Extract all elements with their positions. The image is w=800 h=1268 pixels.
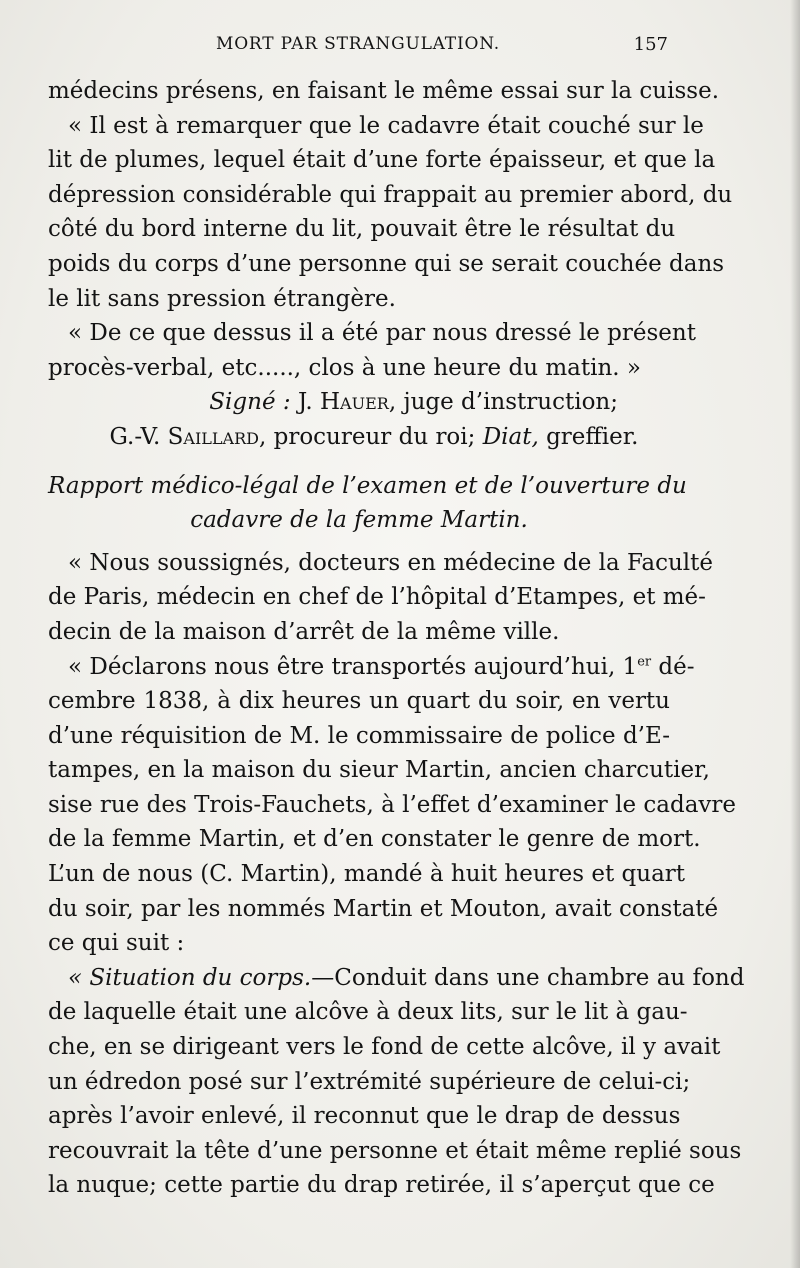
text-line: cembre 1838, à dix heures un quart du soir, en vertu bbox=[48, 688, 670, 715]
signature-name-hauer: Hauer bbox=[320, 389, 389, 416]
signature-role-1: , juge d’instruction; bbox=[388, 389, 618, 416]
text-line: « Il est à remarquer que le cadavre était couché sur le bbox=[68, 112, 704, 139]
text-line: ce qui suit : bbox=[48, 930, 185, 957]
text-line: un édredon posé sur l’extrémité supérieure de celui-ci; bbox=[48, 1068, 691, 1095]
text-line: « Nous soussignés, docteurs en médecine de la Faculté bbox=[68, 549, 714, 576]
signature-line-2 bbox=[48, 420, 670, 455]
text-line: de laquelle était une alcôve à deux lits, sur le lit à gau- bbox=[48, 999, 688, 1026]
page-header bbox=[48, 30, 668, 60]
page-number: 157 bbox=[633, 34, 668, 55]
section-gap bbox=[48, 538, 670, 546]
signature-role-2: , procureur du roi; bbox=[258, 423, 476, 450]
superscript-er: er bbox=[637, 653, 652, 669]
text-line: sise rue des Trois-Fauchets, à l’effet d’examiner le cadavre bbox=[48, 791, 737, 818]
text-line: recouvrait la tête d’une personne et était même replié sous bbox=[48, 1137, 742, 1164]
text-line bbox=[48, 961, 745, 996]
text-line: la nuque; cette partie du drap retirée, il s’aperçut que ce bbox=[48, 1172, 715, 1199]
signature-name-saillard: Saillard bbox=[167, 423, 259, 450]
section-heading-situation: « Situation du corps. bbox=[68, 964, 312, 991]
text-line: decin de la maison d’arrêt de la même ville. bbox=[48, 618, 560, 645]
text-segment: —Conduit dans une chambre au fond bbox=[311, 964, 745, 991]
signature-name-diat: Diat, bbox=[482, 423, 539, 450]
text-line: « De ce que dessus il a été par nous dressé le présent bbox=[68, 320, 696, 347]
page-edge-shadow bbox=[790, 0, 800, 1268]
text-line: dépression considérable qui frappait au premier abord, du bbox=[48, 181, 733, 208]
signature-initial-2: G.-V. bbox=[109, 423, 161, 450]
text-line: de Paris, médecin en chef de l’hôpital d’Etampes, et mé- bbox=[48, 584, 706, 611]
text-line: L’un de nous (C. Martin), mandé à huit heures et quart bbox=[48, 861, 686, 888]
text-line: procès-verbal, etc....., clos à une heure du matin. » bbox=[48, 354, 641, 381]
report-title-line: Rapport médico-légal de l’examen et de l’ouverture du bbox=[48, 472, 687, 499]
text-line: après l’avoir enlevé, il reconnut que le drap de dessus bbox=[48, 1103, 681, 1130]
signature-role-3: greffier. bbox=[546, 423, 639, 450]
section-gap bbox=[48, 455, 670, 469]
text-line: médecins présens, en faisant le même essai sur la cuisse. bbox=[48, 78, 720, 104]
text-line: côté du bord interne du lit, pouvait être le résultat du bbox=[48, 216, 676, 243]
report-title-line: cadavre de la femme Martin. bbox=[190, 507, 528, 534]
text-line: che, en se dirigeant vers le fond de cette alcôve, il y avait bbox=[48, 1034, 721, 1061]
text-line: du soir, par les nommés Martin et Mouton, avait constaté bbox=[48, 895, 719, 922]
body-text bbox=[48, 74, 745, 1203]
text-segment: « Déclarons nous être transportés aujourd’hui, 1 bbox=[68, 653, 638, 680]
text-segment: dé- bbox=[651, 653, 695, 680]
text-line: poids du corps d’une personne qui se serait couchée dans bbox=[48, 250, 725, 277]
text-line bbox=[48, 650, 695, 685]
text-line: tampes, en la maison du sieur Martin, ancien charcutier, bbox=[48, 757, 710, 784]
text-line: lit de plumes, lequel était d’une forte épaisseur, et que la bbox=[48, 147, 716, 174]
signe-label: Signé : bbox=[209, 389, 291, 416]
text-line: de la femme Martin, et d’en constater le genre de mort. bbox=[48, 826, 701, 853]
text-line: le lit sans pression étrangère. bbox=[48, 285, 396, 312]
signature-line-1 bbox=[48, 385, 670, 420]
text-line: d’une réquisition de M. le commissaire de police d’E- bbox=[48, 722, 670, 749]
running-title: MORT PAR STRANGULATION. bbox=[215, 34, 500, 54]
signature-initial-1: J. bbox=[297, 389, 313, 416]
